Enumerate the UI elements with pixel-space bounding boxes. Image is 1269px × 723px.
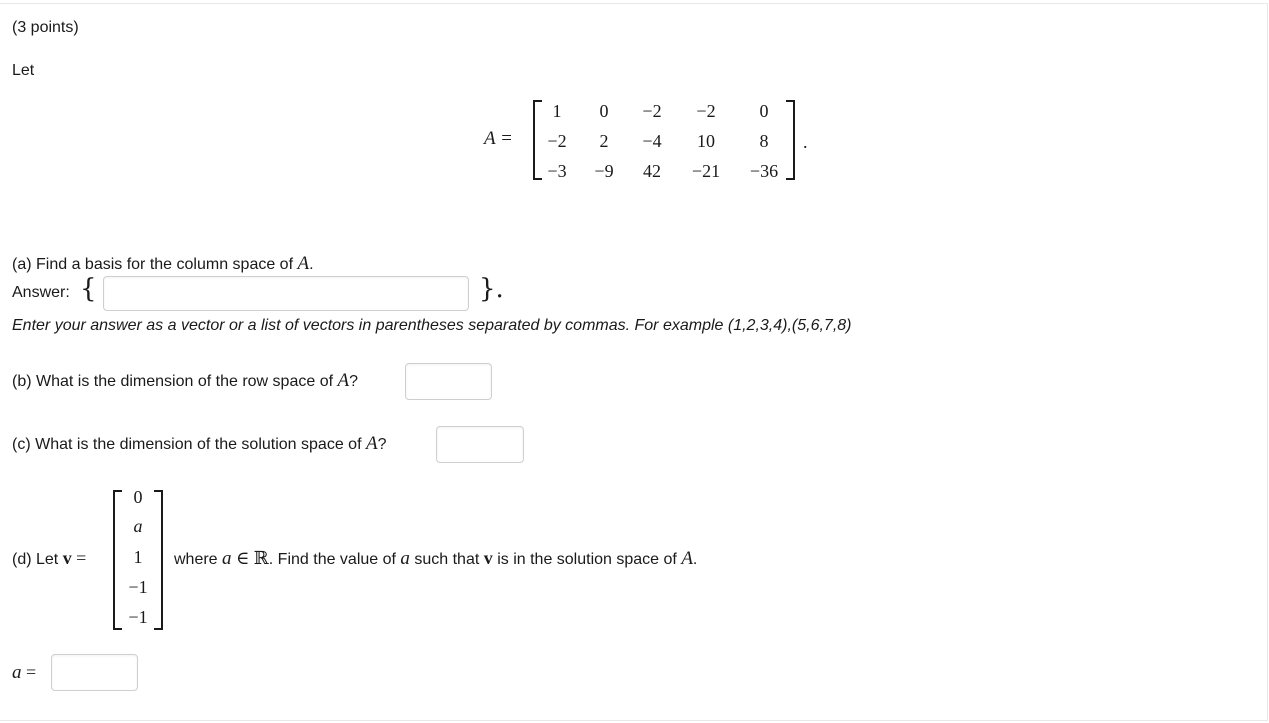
part-d-such: such that: [409, 551, 484, 568]
matrix-cell: −9: [594, 161, 614, 181]
a-label-var: a: [12, 662, 22, 683]
points-label: (3 points): [12, 19, 79, 36]
part-d-A: A: [681, 548, 693, 569]
part-a-var: A: [297, 253, 310, 274]
answer-format-hint: Enter your answer as a vector or a list of vectors in parentheses separated by commas. For example (1,2,3,4),(5,6,7,8): [12, 317, 852, 334]
part-b-var: A: [337, 370, 350, 391]
matrix-cell: −3: [547, 161, 567, 181]
let-text: Let: [12, 62, 35, 79]
part-a-text: (a) Find a basis for the column space of: [12, 256, 298, 273]
part-d-v2: v: [483, 548, 493, 568]
matrix-period: .: [803, 132, 808, 152]
problem-container: [0, 3, 1268, 721]
column-space-basis-input[interactable]: [103, 276, 469, 311]
matrix-cell: −2: [696, 101, 716, 121]
part-d-question: [174, 548, 697, 570]
a-label: [12, 662, 36, 684]
part-d-where: where: [174, 551, 223, 568]
close-brace: }.: [479, 274, 504, 304]
matrix-cell: −21: [691, 161, 721, 181]
part-d-equals: =: [76, 548, 87, 568]
vector-entry: 1: [133, 547, 143, 567]
vector-entry: a: [133, 516, 143, 536]
solution-space-dimension-input[interactable]: [436, 426, 524, 463]
matrix-cell: 1: [552, 101, 562, 121]
part-b-qmark: ?: [349, 373, 358, 390]
row-space-dimension-input[interactable]: [405, 363, 492, 400]
part-a-period: .: [309, 256, 314, 273]
matrix-cell: 0: [759, 101, 769, 121]
matrix-cell: −2: [547, 131, 567, 151]
part-c-text: (c) What is the dimension of the solution space of: [12, 436, 366, 453]
part-d-prefix: [12, 548, 86, 569]
matrix-cell: 10: [697, 131, 715, 151]
matrix-cell: 42: [643, 161, 661, 181]
matrix-cell: −2: [642, 101, 662, 121]
open-brace: {: [80, 274, 97, 304]
matrix-cell: 2: [599, 131, 609, 151]
part-d-let: (d) Let: [12, 551, 63, 568]
part-b-text: (b) What is the dimension of the row space of: [12, 373, 338, 390]
part-d-a2: a: [400, 548, 410, 569]
matrix-cell: 0: [599, 101, 609, 121]
matrix-lhs: A =: [484, 128, 513, 149]
vector-v-symbol: v: [62, 548, 72, 568]
part-d-find: . Find the value of: [268, 551, 401, 568]
part-c-question: [12, 433, 386, 455]
vector-entry: −1: [128, 607, 148, 627]
answer-label: Answer:: [12, 284, 70, 301]
matrix-cell: −36: [749, 161, 779, 181]
part-d-period: .: [692, 551, 698, 568]
part-a-question: [12, 253, 314, 275]
a-value-input[interactable]: [51, 654, 138, 691]
vector-entry: −1: [128, 577, 148, 597]
part-b-question: [12, 370, 358, 392]
a-label-eq: =: [25, 662, 37, 682]
in-reals: ∈ ℝ: [235, 548, 269, 568]
part-d-a: a: [222, 548, 232, 569]
part-c-var: A: [365, 433, 378, 454]
part-c-qmark: ?: [377, 436, 387, 453]
matrix-cell: −4: [642, 131, 662, 151]
part-d-is-in: is in the solution space of: [492, 551, 682, 568]
matrix-cell: 8: [759, 131, 769, 151]
vector-entry: 0: [133, 487, 143, 507]
